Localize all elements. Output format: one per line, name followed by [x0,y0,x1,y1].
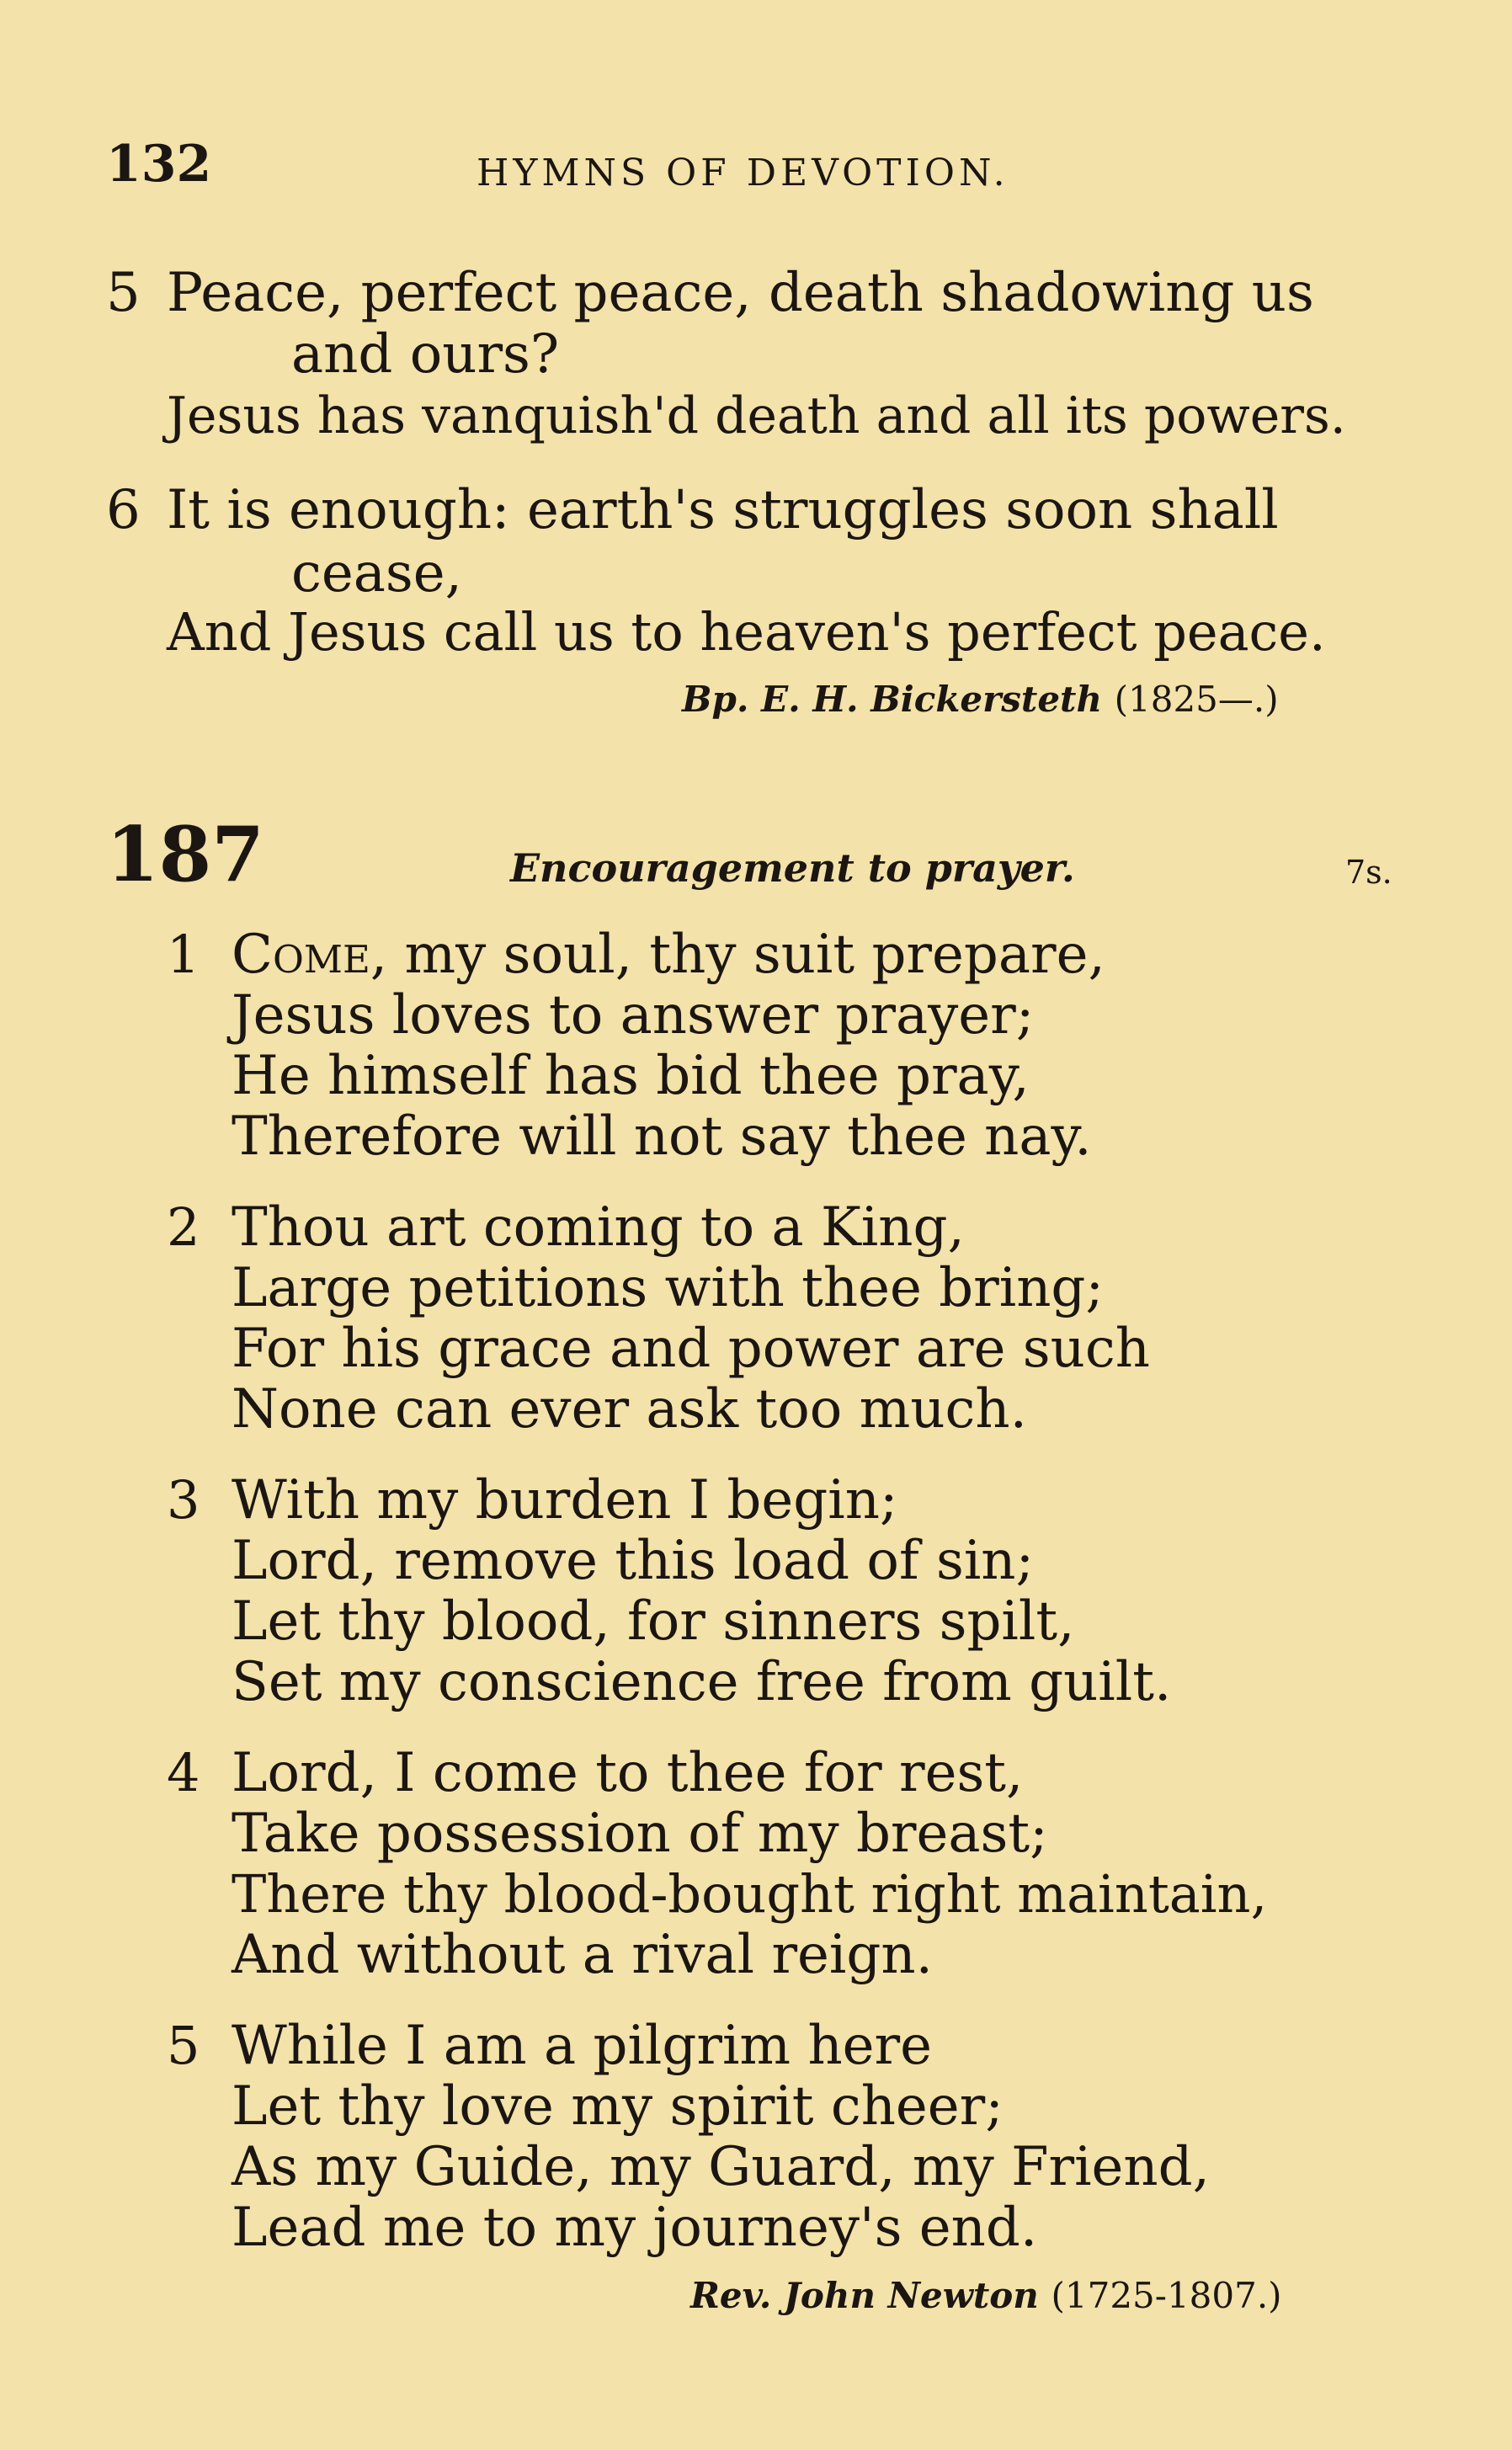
hymn-number: 187 [106,810,264,899]
hymn-meter: 7s. [1345,854,1392,891]
hymn-title: Encouragement to prayer. [510,845,1075,891]
verse-2-line-4: None can ever ask too much. [232,1378,1027,1441]
verse-2-line-3: For his grace and power are such [232,1318,1150,1380]
prev-verse-6-line-3: And Jesus call us to heaven's perfect peace. [167,601,1326,663]
prev-hymn-attribution [682,679,1279,720]
running-title: HYMNS OF DEVOTION. [476,152,1009,194]
verse-3-line-4: Set my conscience free from guilt. [232,1651,1172,1713]
verse-2-line-2: Large petitions with thee bring; [232,1257,1104,1319]
verse-5-number: 5 [167,2015,200,2076]
prev-verse-5-line-1: Peace, perfect peace, death shadowing us [167,262,1314,324]
prev-verse-5-line-2: and ours? [291,323,560,386]
verse-1-line-3: He himself has bid thee pray, [232,1045,1030,1107]
verse-5-line-3: As my Guide, my Guard, my Friend, [232,2136,1210,2198]
hymn-author: Rev. John Newton [690,2275,1039,2316]
prev-hymn-dates: (1825—.) [1114,679,1279,720]
verse-2-line-1: Thou art coming to a King, [232,1196,965,1259]
prev-verse-5-number: 5 [106,262,141,324]
verse-2-number: 2 [167,1196,200,1258]
hymn-attribution [690,2275,1282,2316]
verse-4-line-4: And without a rival reign. [232,1924,933,1986]
prev-verse-6-line-2: cease, [291,542,462,605]
prev-verse-6-number: 6 [106,479,141,541]
verse-3-line-3: Let thy blood, for sinners spilt, [232,1590,1075,1653]
verse-1-line-2: Jesus loves to answer prayer; [232,984,1035,1047]
hymn-first-word: Come, [232,924,388,986]
verse-5-line-1: While I am a pilgrim here [232,2015,932,2077]
verse-3-line-1: With my burden I begin; [232,1469,898,1531]
verse-4-line-3: There thy blood-bought right maintain, [232,1863,1268,1925]
verse-4-line-2: Take possession of my breast; [232,1803,1048,1865]
prev-verse-6-line-1: It is enough: earth's struggles soon shall [167,479,1279,541]
verse-3-number: 3 [167,1469,200,1531]
verse-4-number: 4 [167,1742,200,1803]
verse-1-line-4: Therefore will not say thee nay. [232,1105,1092,1168]
verse-4-line-1: Lord, I come to thee for rest, [232,1742,1024,1804]
verse-5-line-2: Let thy love my spirit cheer; [232,2075,1004,2138]
prev-hymn-author: Bp. E. H. Bickersteth [682,679,1102,720]
verse-3-line-2: Lord, remove this load of sin; [232,1530,1035,1592]
verse-1-number: 1 [167,924,200,985]
hymn-dates: (1725-1807.) [1051,2275,1282,2316]
verse-5-line-4: Lead me to my journey's end. [232,2197,1038,2259]
page-number: 132 [106,135,212,194]
verse-1-line-1: Come, my soul, thy suit prepare, [232,924,1105,986]
prev-verse-5-line-3: Jesus has vanquish'd death and all its powers. [167,386,1346,445]
